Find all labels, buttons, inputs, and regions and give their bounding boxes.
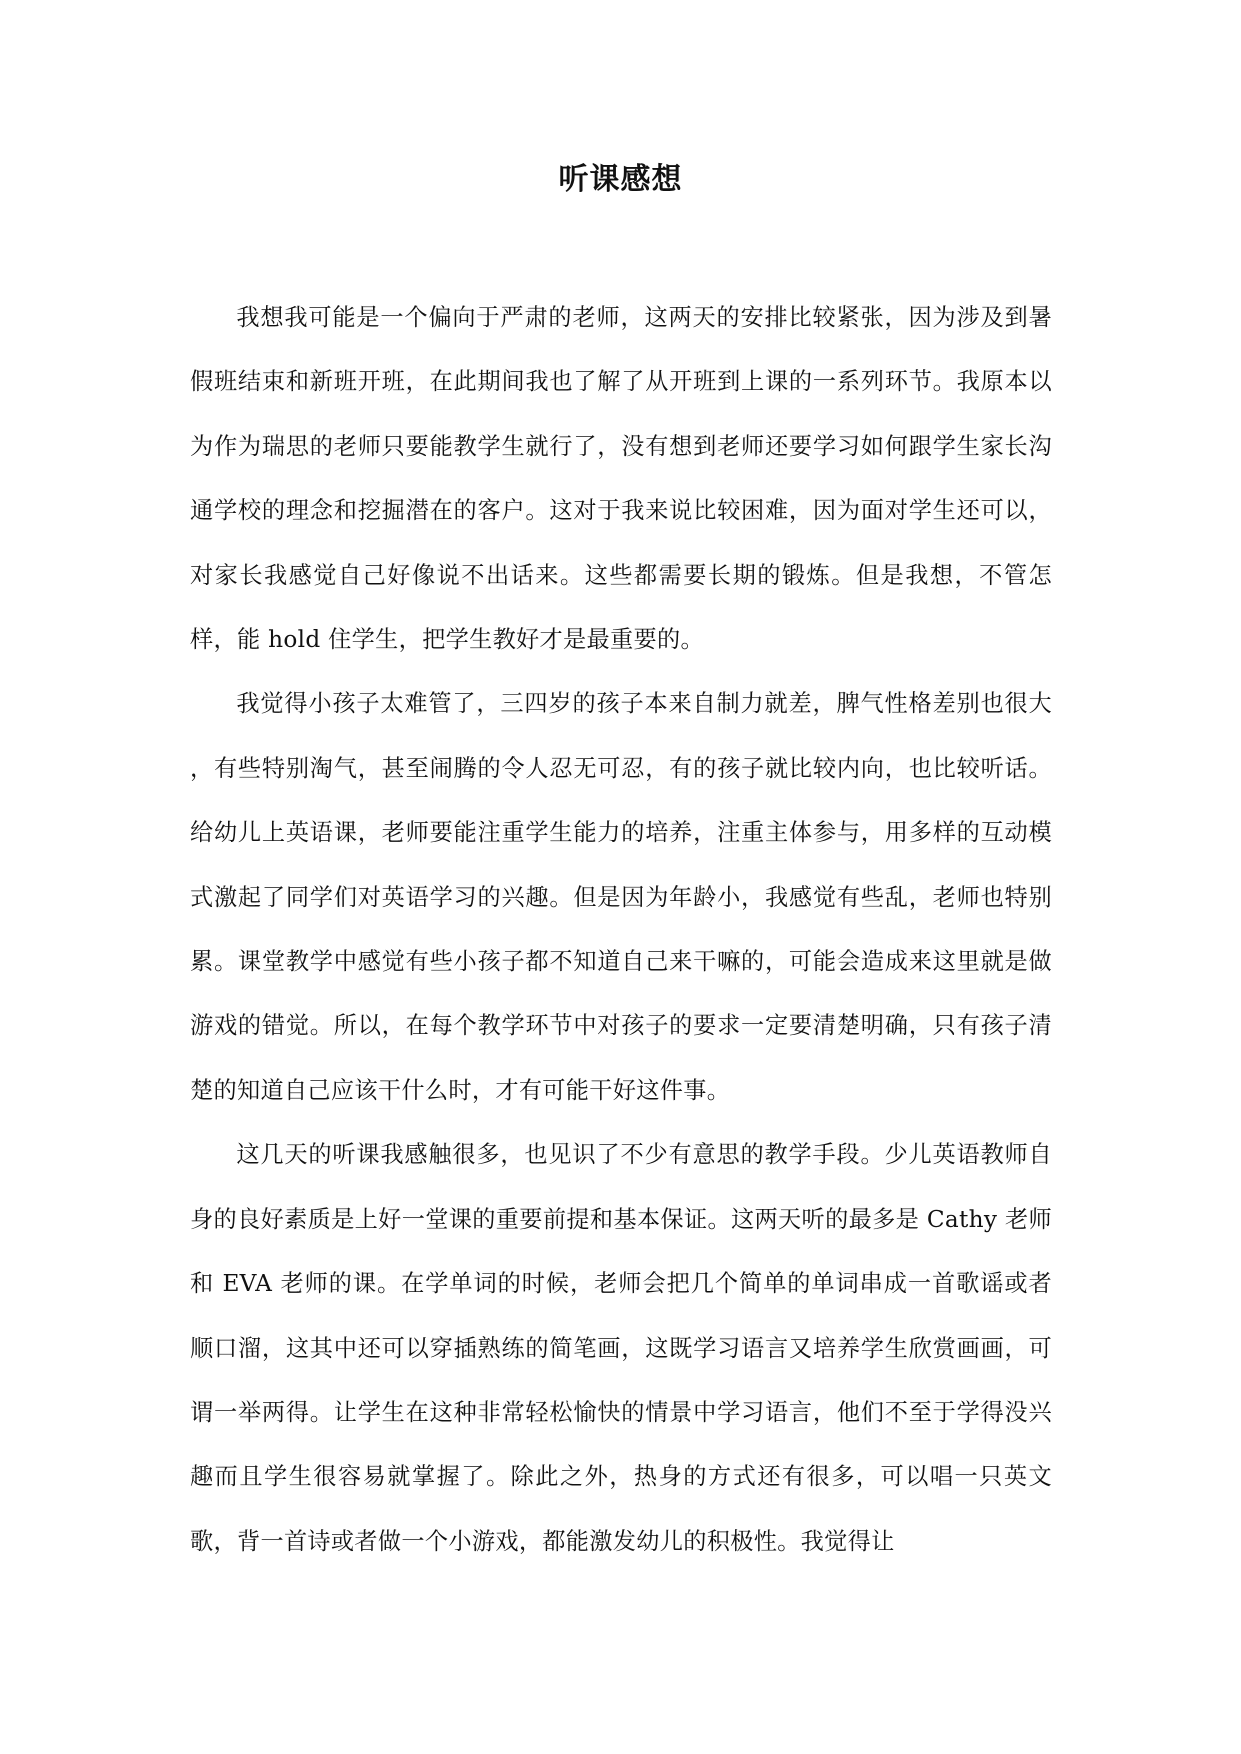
- paragraph-2: 我觉得小孩子太难管了，三四岁的孩子本来自制力就差，脾气性格差别也很大 ，有些特别淘气，甚至闹腾的令人忍无可忍，有的孩子就比较内向，也比较听话。给幼儿上英语课，老师要能注重学生能力的培养，注重主体参与，用多样的互动模式激起了同学们对英语学习的兴趣。但是因为年龄小，我感觉有些乱，老师也特别累。课堂教学中感觉有些小孩子都不知道自己来干嘛的，可能会造成来这里就是做游戏的错觉。所以，在每个教学环节中对孩子的要求一定要清楚明确，只有孩子清楚的知道自己应该干什么时，才有可能干好这件事。: [190, 690, 1052, 1104]
- paragraph-3: 这几天的听课我感触很多，也见识了不少有意思的教学手段。少儿英语教师自身的良好素质是上好一堂课的重要前提和基本保证。这两天听的最多是 Cathy 老师和 EVA 老师的课。在学单词的时候，老师会把几个简单的单词串成一首歌谣或者顺口溜，这其中还可以穿插熟练的简笔画，这既学习语言又培养学生欣赏画画，可谓一举两得。让学生在这种非常轻松愉快的情景中学习语言，他们不至于学得没兴趣而且学生很容易就掌握了。除此之外，热身的方式还有很多，可以唱一只英文歌，背一首诗或者做一个小游戏，都能激发幼儿的积极性。我觉得让: [190, 1141, 1052, 1555]
- document-body: [190, 286, 1052, 1574]
- document-title: 听课感想: [558, 162, 683, 197]
- paragraph-1: 我想我可能是一个偏向于严肃的老师，这两天的安排比较紧张，因为涉及到暑假班结束和新班开班，在此期间我也了解了从开班到上课的一系列环节。我原本以为作为瑞思的老师只要能教学生就行了，没有想到老师还要学习如何跟学生家长沟通学校的理念和挖掘潜在的客户。这对于我来说比较困难，因为面对学生还可以，对家长我感觉自己好像说不出话来。这些都需要长期的锻炼。但是我想，不管怎样，能 hold 住学生，把学生教好才是最重要的。: [190, 304, 1052, 654]
